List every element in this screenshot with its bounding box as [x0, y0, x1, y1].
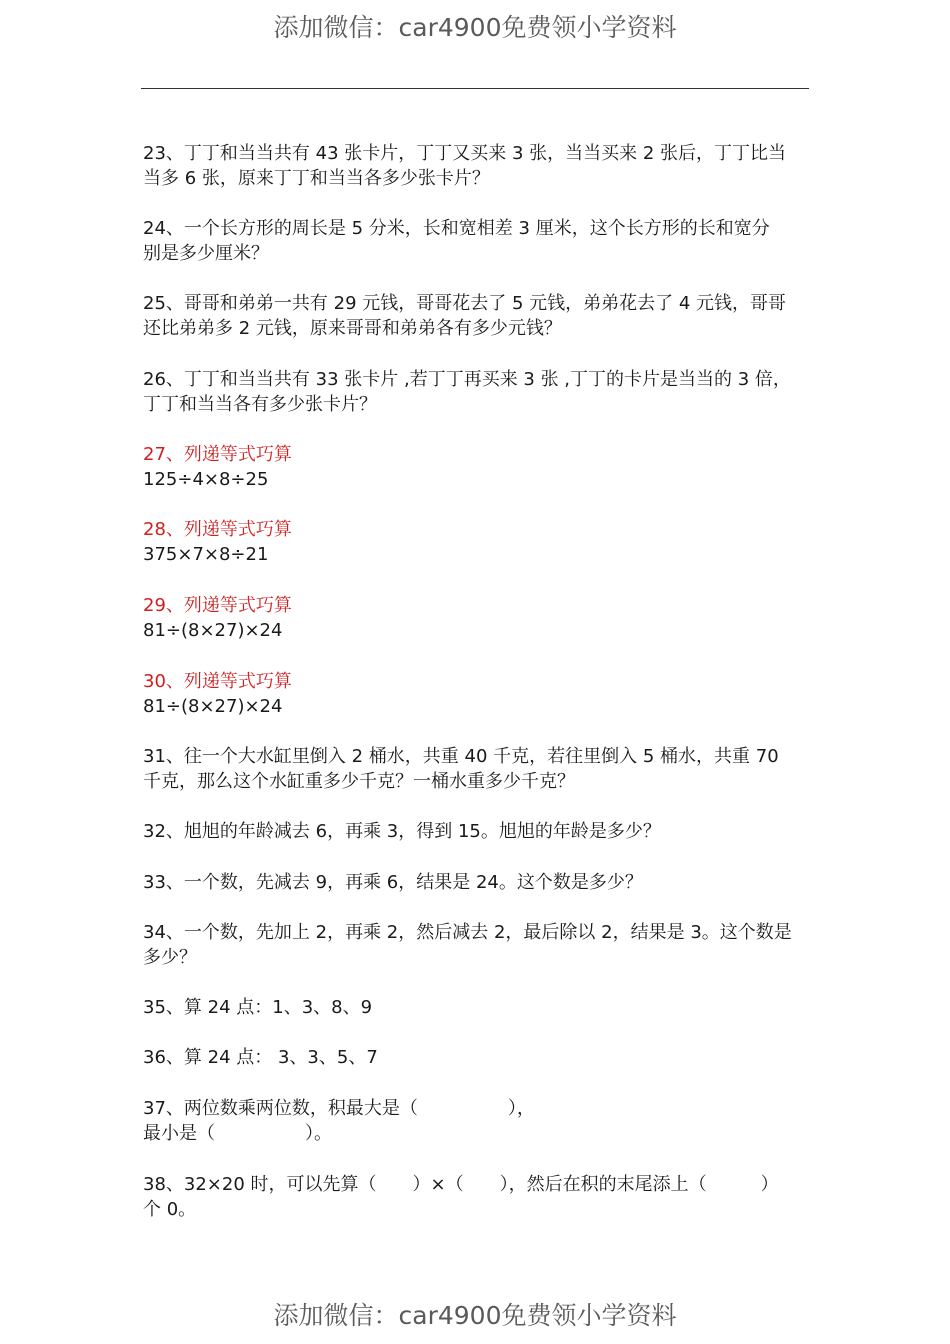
question-27-expression: 125÷4×8÷25	[143, 469, 269, 490]
question-32-line-1: 32、旭旭的年龄减去 6，再乘 3，得到 15。旭旭的年龄是多少？	[143, 821, 661, 842]
question-33	[143, 870, 813, 895]
question-23	[143, 141, 813, 191]
question-26-line-2: 丁丁和当当各有多少张卡片？	[143, 394, 377, 415]
question-35-line-1: 35、算 24 点：1、3、8、9	[143, 997, 373, 1018]
header-watermark: 添加微信：car4900免费领小学资料	[273, 13, 677, 42]
question-29-expression: 81÷(8×27)×24	[143, 620, 283, 641]
question-38	[143, 1172, 813, 1222]
question-28	[143, 517, 813, 567]
header-divider	[141, 88, 809, 89]
question-26	[143, 367, 813, 417]
question-30	[143, 669, 813, 719]
question-38-line-2: 个 0。	[143, 1199, 197, 1220]
question-31-line-1: 31、往一个大水缸里倒入 2 桶水，共重 40 千克，若往里倒入 5 桶水，共重 70	[143, 746, 779, 767]
question-27	[143, 442, 813, 492]
question-25	[143, 291, 813, 341]
question-29	[143, 593, 813, 643]
question-36	[143, 1045, 813, 1070]
question-24-line-2: 别是多少厘米？	[143, 243, 269, 264]
question-34-line-2: 多少？	[143, 947, 197, 968]
question-23-line-1: 23、丁丁和当当共有 43 张卡片，丁丁又买来 3 张，当当买来 2 张后，丁丁比当	[143, 143, 787, 164]
footer-watermark: 添加微信：car4900免费领小学资料	[273, 1301, 677, 1330]
question-37	[143, 1096, 813, 1146]
question-36-line-1: 36、算 24 点： 3、3、5、7	[143, 1047, 378, 1068]
question-24	[143, 216, 813, 266]
question-23-line-2: 当多 6 张，原来丁丁和当当各多少张卡片？	[143, 168, 490, 189]
question-33-line-1: 33、一个数，先减去 9，再乘 6，结果是 24。这个数是多少？	[143, 872, 643, 893]
question-25-line-2: 还比弟弟多 2 元钱，原来哥哥和弟弟各有多少元钱？	[143, 318, 562, 339]
question-31-line-2: 千克，那么这个水缸重多少千克？一桶水重多少千克？	[143, 771, 575, 792]
question-28-expression: 375×7×8÷21	[143, 544, 269, 565]
question-37-line-1: 37、两位数乘两位数，积最大是（ ），	[143, 1098, 535, 1119]
question-27-title: 27、列递等式巧算	[143, 444, 292, 465]
question-30-expression: 81÷(8×27)×24	[143, 696, 283, 717]
question-31	[143, 744, 813, 794]
question-26-line-1: 26、丁丁和当当共有 33 张卡片 ,若丁丁再买来 3 张 ,丁丁的卡片是当当的 3 倍，	[143, 369, 791, 390]
question-25-line-1: 25、哥哥和弟弟一共有 29 元钱，哥哥花去了 5 元钱，弟弟花去了 4 元钱，哥哥	[143, 293, 787, 314]
question-38-line-1: 38、32×20 时，可以先算（ ）×（ ），然后在积的末尾添上（ ）	[143, 1174, 779, 1195]
question-32	[143, 819, 813, 844]
question-35	[143, 995, 813, 1020]
question-37-line-2: 最小是（ ）。	[143, 1123, 332, 1144]
question-29-title: 29、列递等式巧算	[143, 595, 292, 616]
question-28-title: 28、列递等式巧算	[143, 519, 292, 540]
question-34-line-1: 34、一个数，先加上 2，再乘 2，然后减去 2，最后除以 2，结果是 3。这个数是	[143, 922, 792, 943]
question-24-line-1: 24、一个长方形的周长是 5 分米，长和宽相差 3 厘米，这个长方形的长和宽分	[143, 218, 770, 239]
question-30-title: 30、列递等式巧算	[143, 671, 292, 692]
question-34	[143, 920, 813, 970]
